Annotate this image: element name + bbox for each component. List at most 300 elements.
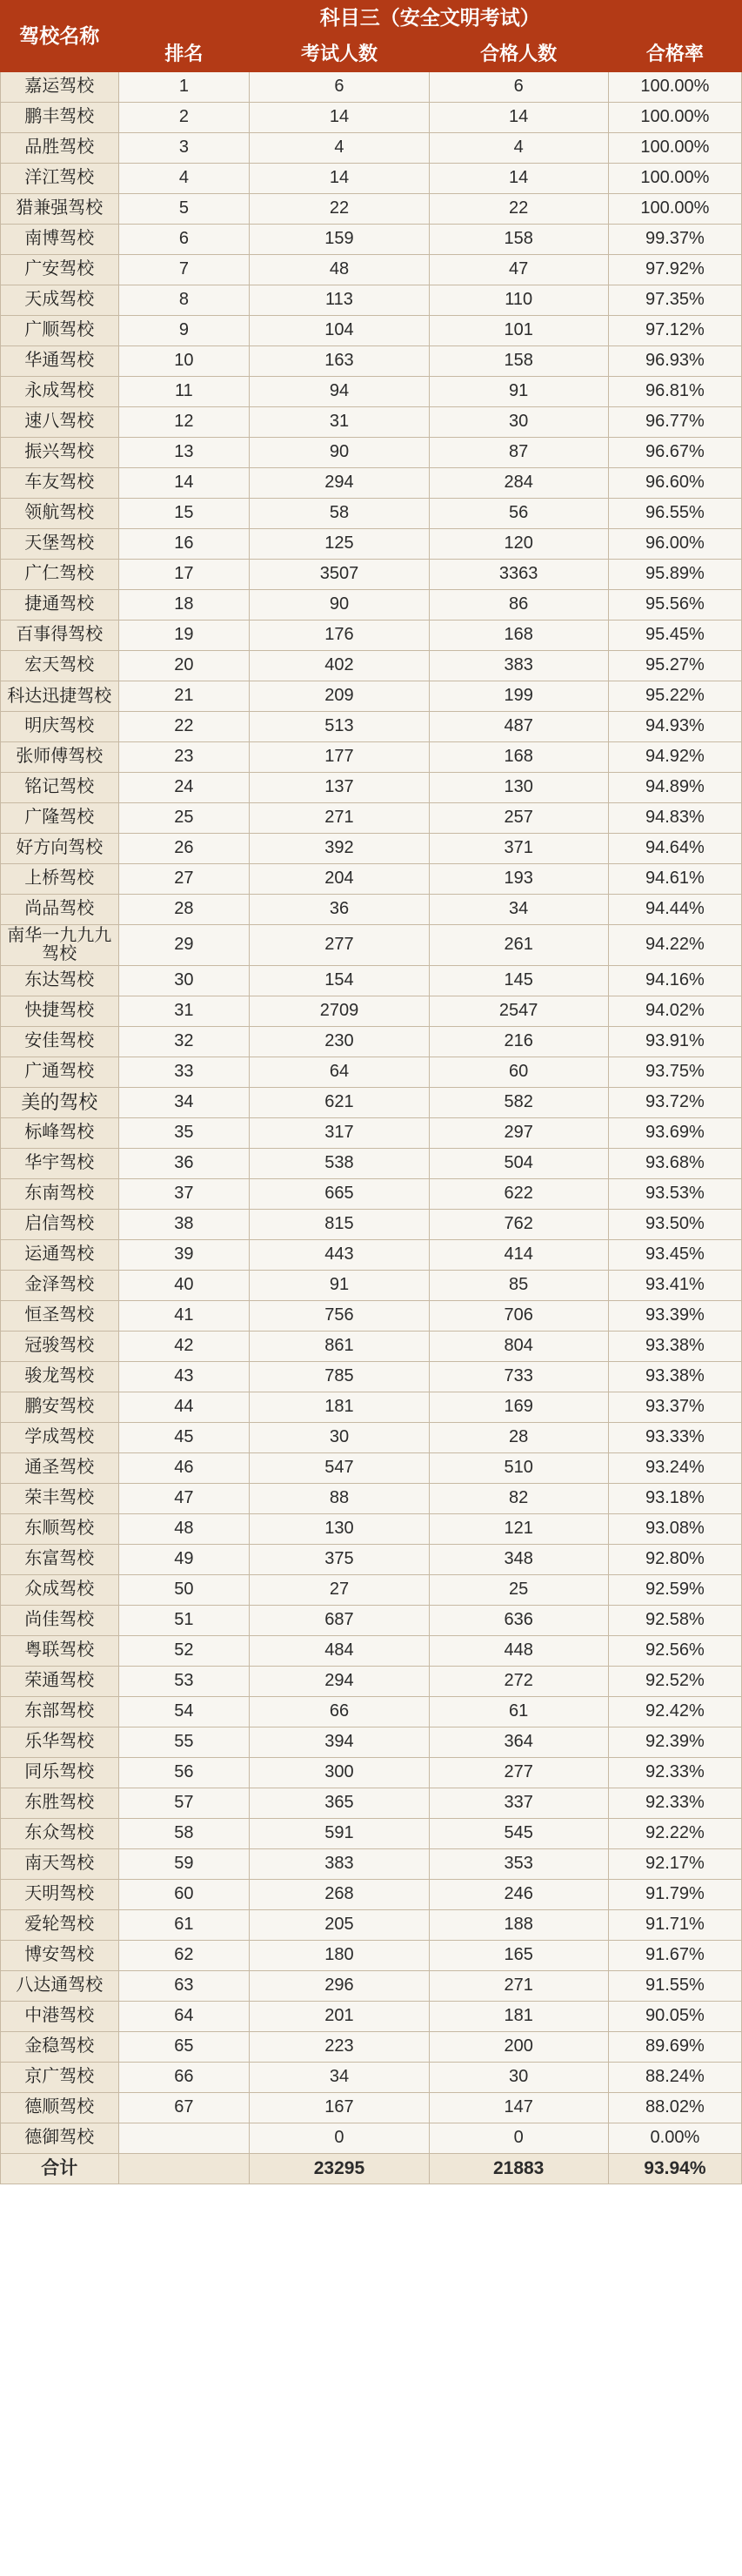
cell-pass-rate: 93.75% [608, 1057, 741, 1088]
table-row [1, 285, 742, 316]
cell-pass-count: 2547 [429, 996, 608, 1027]
cell-rank: 12 [118, 407, 250, 438]
table-row [1, 1514, 742, 1545]
cell-pass-count: 85 [429, 1271, 608, 1301]
cell-school-name: 鹏安驾校 [1, 1392, 119, 1423]
cell-school-name: 尚佳驾校 [1, 1606, 119, 1636]
cell-exam-count: 176 [250, 621, 429, 651]
cell-pass-count: 200 [429, 2032, 608, 2063]
cell-pass-count: 636 [429, 1606, 608, 1636]
cell-school-name: 百事得驾校 [1, 621, 119, 651]
cell-pass-rate: 0.00% [608, 2123, 741, 2154]
cell-pass-count: 504 [429, 1149, 608, 1179]
cell-pass-rate: 88.02% [608, 2093, 741, 2123]
cell-pass-rate: 94.02% [608, 996, 741, 1027]
table-row [1, 164, 742, 194]
cell-pass-rate: 93.53% [608, 1179, 741, 1210]
cell-school-name: 科达迅捷驾校 [1, 681, 119, 712]
cell-pass-rate: 92.17% [608, 1849, 741, 1880]
cell-pass-rate: 94.89% [608, 773, 741, 803]
cell-pass-rate: 92.42% [608, 1697, 741, 1727]
cell-pass-count: 14 [429, 103, 608, 133]
table-row [1, 1027, 742, 1057]
cell-rank: 55 [118, 1727, 250, 1758]
cell-school-name: 上桥驾校 [1, 864, 119, 895]
cell-pass-rate: 94.92% [608, 742, 741, 773]
cell-school-name: 博安驾校 [1, 1941, 119, 1971]
cell-school-name: 华宇驾校 [1, 1149, 119, 1179]
cell-pass-count: 158 [429, 225, 608, 255]
cell-rank: 60 [118, 1880, 250, 1910]
table-row [1, 103, 742, 133]
table-row [1, 225, 742, 255]
cell-pass-rate: 97.35% [608, 285, 741, 316]
cell-exam-count: 223 [250, 2032, 429, 2063]
cell-pass-count: 86 [429, 590, 608, 621]
table-row [1, 803, 742, 834]
cell-pass-rate: 94.61% [608, 864, 741, 895]
table-row [1, 925, 742, 966]
table-row [1, 2063, 742, 2093]
cell-pass-count: 364 [429, 1727, 608, 1758]
cell-pass-count: 47 [429, 255, 608, 285]
cell-exam-count: 167 [250, 2093, 429, 2123]
table-row [1, 966, 742, 996]
cell-pass-rate: 93.91% [608, 1027, 741, 1057]
cell-rank: 9 [118, 316, 250, 346]
cell-school-name: 车友驾校 [1, 468, 119, 499]
cell-rank: 16 [118, 529, 250, 560]
cell-rank: 19 [118, 621, 250, 651]
cell-pass-count: 348 [429, 1545, 608, 1575]
table-row [1, 1575, 742, 1606]
cell-rank: 7 [118, 255, 250, 285]
cell-pass-count: 61 [429, 1697, 608, 1727]
cell-school-name: 安佳驾校 [1, 1027, 119, 1057]
cell-school-name: 德御驾校 [1, 2123, 119, 2154]
cell-school-name: 铭记驾校 [1, 773, 119, 803]
table-row [1, 1362, 742, 1392]
cell-pass-count: 0 [429, 2123, 608, 2154]
table-row [1, 560, 742, 590]
cell-pass-count: 271 [429, 1971, 608, 2002]
table-row [1, 996, 742, 1027]
cell-pass-count: 145 [429, 966, 608, 996]
cell-pass-count: 188 [429, 1910, 608, 1941]
cell-school-name: 品胜驾校 [1, 133, 119, 164]
cell-pass-rate: 92.80% [608, 1545, 741, 1575]
cell-pass-count: 30 [429, 2063, 608, 2093]
table-row [1, 1545, 742, 1575]
cell-pass-rate: 91.55% [608, 1971, 741, 2002]
cell-rank: 49 [118, 1545, 250, 1575]
cell-school-name: 天成驾校 [1, 285, 119, 316]
cell-school-name: 同乐驾校 [1, 1758, 119, 1788]
cell-rank: 63 [118, 1971, 250, 2002]
cell-pass-count: 272 [429, 1667, 608, 1697]
cell-school-name: 金泽驾校 [1, 1271, 119, 1301]
cell-rank: 54 [118, 1697, 250, 1727]
cell-school-name: 好方向驾校 [1, 834, 119, 864]
cell-rank: 3 [118, 133, 250, 164]
cell-school-name: 东部驾校 [1, 1697, 119, 1727]
cell-pass-count: 257 [429, 803, 608, 834]
cell-school-name: 东富驾校 [1, 1545, 119, 1575]
cell-rank: 39 [118, 1240, 250, 1271]
cell-pass-count: 414 [429, 1240, 608, 1271]
table-row [1, 1849, 742, 1880]
cell-pass-count: 120 [429, 529, 608, 560]
cell-school-name: 众成驾校 [1, 1575, 119, 1606]
cell-pass-rate: 93.72% [608, 1088, 741, 1118]
cell-exam-count: 154 [250, 966, 429, 996]
cell-pass-count: 284 [429, 468, 608, 499]
cell-pass-count: 25 [429, 1575, 608, 1606]
cell-pass-rate: 95.27% [608, 651, 741, 681]
cell-pass-count: 30 [429, 407, 608, 438]
cell-exam-count: 513 [250, 712, 429, 742]
cell-exam-count: 271 [250, 803, 429, 834]
table-row [1, 468, 742, 499]
table-row [1, 2123, 742, 2154]
cell-school-name: 捷通驾校 [1, 590, 119, 621]
cell-pass-count: 121 [429, 1514, 608, 1545]
table-row [1, 1271, 742, 1301]
cell-school-name: 东达驾校 [1, 966, 119, 996]
cell-pass-rate: 93.68% [608, 1149, 741, 1179]
cell-exam-count: 443 [250, 1240, 429, 1271]
cell-rank: 20 [118, 651, 250, 681]
cell-pass-count: 706 [429, 1301, 608, 1332]
cell-exam-count: 687 [250, 1606, 429, 1636]
cell-school-name: 振兴驾校 [1, 438, 119, 468]
header-pass-rate: 合格率 [608, 37, 741, 72]
cell-pass-rate: 94.83% [608, 803, 741, 834]
table-row [1, 1423, 742, 1453]
cell-pass-rate: 96.81% [608, 377, 741, 407]
cell-pass-rate: 93.38% [608, 1362, 741, 1392]
cell-rank: 8 [118, 285, 250, 316]
cell-pass-rate: 93.24% [608, 1453, 741, 1484]
cell-pass-rate: 93.50% [608, 1210, 741, 1240]
cell-exam-count: 66 [250, 1697, 429, 1727]
cell-rank: 11 [118, 377, 250, 407]
header-group-subject3: 科目三（安全文明考试） [118, 1, 741, 37]
cell-exam-count: 34 [250, 2063, 429, 2093]
cell-exam-count: 14 [250, 103, 429, 133]
cell-exam-count: 90 [250, 438, 429, 468]
cell-exam-count: 300 [250, 1758, 429, 1788]
cell-school-name: 鹏丰驾校 [1, 103, 119, 133]
table-row [1, 1758, 742, 1788]
table-row [1, 499, 742, 529]
table-row [1, 2002, 742, 2032]
cell-pass-count: 22 [429, 194, 608, 225]
cell-pass-count: 3363 [429, 560, 608, 590]
cell-exam-count: 181 [250, 1392, 429, 1423]
cell-school-name: 嘉运驾校 [1, 72, 119, 103]
table-row [1, 72, 742, 103]
cell-exam-count: 230 [250, 1027, 429, 1057]
cell-pass-count: 193 [429, 864, 608, 895]
cell-school-name: 中港驾校 [1, 2002, 119, 2032]
cell-rank: 46 [118, 1453, 250, 1484]
table-row [1, 1697, 742, 1727]
cell-rank: 13 [118, 438, 250, 468]
cell-rank: 57 [118, 1788, 250, 1819]
cell-exam-count: 402 [250, 651, 429, 681]
cell-rank: 26 [118, 834, 250, 864]
cell-exam-count: 104 [250, 316, 429, 346]
cell-pass-rate: 95.89% [608, 560, 741, 590]
cell-school-name: 洋江驾校 [1, 164, 119, 194]
cell-school-name: 八达通驾校 [1, 1971, 119, 2002]
cell-pass-rate: 93.08% [608, 1514, 741, 1545]
cell-pass-count: 147 [429, 2093, 608, 2123]
cell-pass-rate: 89.69% [608, 2032, 741, 2063]
cell-exam-count: 88 [250, 1484, 429, 1514]
cell-rank: 25 [118, 803, 250, 834]
table-row [1, 834, 742, 864]
cell-pass-count: 762 [429, 1210, 608, 1240]
cell-rank: 10 [118, 346, 250, 377]
table-row [1, 742, 742, 773]
cell-exam-count: 815 [250, 1210, 429, 1240]
cell-school-name: 宏天驾校 [1, 651, 119, 681]
cell-pass-count: 130 [429, 773, 608, 803]
cell-exam-count: 294 [250, 1667, 429, 1697]
cell-exam-count: 30 [250, 1423, 429, 1453]
cell-school-name: 天明驾校 [1, 1880, 119, 1910]
table-row [1, 1392, 742, 1423]
cell-rank: 37 [118, 1179, 250, 1210]
cell-exam-count: 294 [250, 468, 429, 499]
cell-exam-count: 277 [250, 925, 429, 966]
cell-pass-count: 14 [429, 164, 608, 194]
table-row [1, 407, 742, 438]
cell-pass-rate: 92.22% [608, 1819, 741, 1849]
cell-school-name: 金稳驾校 [1, 2032, 119, 2063]
cell-exam-count: 31 [250, 407, 429, 438]
cell-exam-count: 4 [250, 133, 429, 164]
cell-rank: 21 [118, 681, 250, 712]
cell-rank: 15 [118, 499, 250, 529]
cell-school-name: 永成驾校 [1, 377, 119, 407]
table-row [1, 712, 742, 742]
cell-school-name: 快捷驾校 [1, 996, 119, 1027]
table-row [1, 1057, 742, 1088]
total-cell-0: 合计 [1, 2154, 119, 2184]
cell-exam-count: 27 [250, 1575, 429, 1606]
cell-rank: 22 [118, 712, 250, 742]
cell-rank: 30 [118, 966, 250, 996]
cell-rank: 58 [118, 1819, 250, 1849]
cell-pass-rate: 96.77% [608, 407, 741, 438]
cell-pass-count: 6 [429, 72, 608, 103]
total-cell-3: 21883 [429, 2154, 608, 2184]
cell-pass-rate: 96.93% [608, 346, 741, 377]
cell-pass-count: 448 [429, 1636, 608, 1667]
cell-exam-count: 861 [250, 1332, 429, 1362]
cell-exam-count: 180 [250, 1941, 429, 1971]
cell-exam-count: 201 [250, 2002, 429, 2032]
cell-pass-rate: 92.33% [608, 1758, 741, 1788]
cell-rank: 4 [118, 164, 250, 194]
cell-rank: 56 [118, 1758, 250, 1788]
cell-exam-count: 375 [250, 1545, 429, 1575]
cell-school-name: 广顺驾校 [1, 316, 119, 346]
cell-exam-count: 394 [250, 1727, 429, 1758]
cell-pass-count: 582 [429, 1088, 608, 1118]
cell-pass-rate: 93.45% [608, 1240, 741, 1271]
cell-rank: 43 [118, 1362, 250, 1392]
cell-pass-count: 199 [429, 681, 608, 712]
cell-exam-count: 756 [250, 1301, 429, 1332]
header-rank: 排名 [118, 37, 250, 72]
cell-school-name: 运通驾校 [1, 1240, 119, 1271]
cell-rank: 6 [118, 225, 250, 255]
cell-pass-count: 246 [429, 1880, 608, 1910]
table-row [1, 1819, 742, 1849]
cell-pass-count: 733 [429, 1362, 608, 1392]
cell-school-name: 恒圣驾校 [1, 1301, 119, 1332]
cell-pass-rate: 100.00% [608, 164, 741, 194]
cell-rank: 14 [118, 468, 250, 499]
cell-school-name: 张师傅驾校 [1, 742, 119, 773]
cell-school-name: 天堡驾校 [1, 529, 119, 560]
cell-exam-count: 268 [250, 1880, 429, 1910]
header-school-name: 驾校名称 [1, 1, 119, 72]
cell-pass-count: 91 [429, 377, 608, 407]
cell-rank: 45 [118, 1423, 250, 1453]
cell-rank: 17 [118, 560, 250, 590]
table-row [1, 438, 742, 468]
cell-exam-count: 64 [250, 1057, 429, 1088]
cell-pass-count: 110 [429, 285, 608, 316]
table-row [1, 1301, 742, 1332]
cell-rank: 44 [118, 1392, 250, 1423]
table-row [1, 1971, 742, 2002]
cell-exam-count: 392 [250, 834, 429, 864]
cell-exam-count: 665 [250, 1179, 429, 1210]
total-cell-4: 93.94% [608, 2154, 741, 2184]
cell-pass-rate: 94.16% [608, 966, 741, 996]
cell-pass-rate: 93.37% [608, 1392, 741, 1423]
cell-rank: 42 [118, 1332, 250, 1362]
table-row [1, 133, 742, 164]
cell-school-name: 速八驾校 [1, 407, 119, 438]
cell-pass-count: 510 [429, 1453, 608, 1484]
cell-exam-count: 365 [250, 1788, 429, 1819]
cell-pass-count: 353 [429, 1849, 608, 1880]
cell-pass-count: 545 [429, 1819, 608, 1849]
cell-school-name: 荣丰驾校 [1, 1484, 119, 1514]
cell-school-name: 冠骏驾校 [1, 1332, 119, 1362]
table-header [1, 1, 742, 72]
cell-exam-count: 317 [250, 1118, 429, 1149]
cell-pass-rate: 100.00% [608, 72, 741, 103]
cell-pass-rate: 95.56% [608, 590, 741, 621]
table-row [1, 1910, 742, 1941]
cell-rank: 28 [118, 895, 250, 925]
cell-rank: 66 [118, 2063, 250, 2093]
cell-rank: 65 [118, 2032, 250, 2063]
cell-exam-count: 159 [250, 225, 429, 255]
cell-pass-rate: 88.24% [608, 2063, 741, 2093]
table-row [1, 1332, 742, 1362]
cell-exam-count: 2709 [250, 996, 429, 1027]
cell-pass-rate: 93.18% [608, 1484, 741, 1514]
cell-pass-count: 101 [429, 316, 608, 346]
table-row [1, 1240, 742, 1271]
table-row [1, 1179, 742, 1210]
table-row [1, 590, 742, 621]
cell-school-name: 领航驾校 [1, 499, 119, 529]
cell-school-name: 广仁驾校 [1, 560, 119, 590]
cell-school-name: 猎兼强驾校 [1, 194, 119, 225]
cell-pass-count: 297 [429, 1118, 608, 1149]
table-row [1, 255, 742, 285]
cell-rank: 27 [118, 864, 250, 895]
cell-pass-rate: 92.56% [608, 1636, 741, 1667]
table-row [1, 621, 742, 651]
cell-exam-count: 130 [250, 1514, 429, 1545]
cell-school-name: 明庆驾校 [1, 712, 119, 742]
cell-school-name: 德顺驾校 [1, 2093, 119, 2123]
cell-school-name: 京广驾校 [1, 2063, 119, 2093]
cell-rank: 1 [118, 72, 250, 103]
table-row [1, 346, 742, 377]
cell-exam-count: 621 [250, 1088, 429, 1118]
cell-exam-count: 113 [250, 285, 429, 316]
cell-pass-rate: 93.39% [608, 1301, 741, 1332]
cell-pass-count: 216 [429, 1027, 608, 1057]
cell-pass-count: 622 [429, 1179, 608, 1210]
cell-pass-rate: 92.52% [608, 1667, 741, 1697]
cell-pass-count: 181 [429, 2002, 608, 2032]
cell-pass-rate: 93.69% [608, 1118, 741, 1149]
cell-rank: 34 [118, 1088, 250, 1118]
cell-pass-count: 168 [429, 621, 608, 651]
cell-pass-count: 337 [429, 1788, 608, 1819]
cell-exam-count: 90 [250, 590, 429, 621]
cell-pass-rate: 90.05% [608, 2002, 741, 2032]
cell-rank: 53 [118, 1667, 250, 1697]
cell-rank: 38 [118, 1210, 250, 1240]
cell-pass-rate: 100.00% [608, 194, 741, 225]
cell-school-name: 东众驾校 [1, 1819, 119, 1849]
cell-exam-count: 0 [250, 2123, 429, 2154]
cell-pass-rate: 99.37% [608, 225, 741, 255]
cell-school-name: 爱轮驾校 [1, 1910, 119, 1941]
cell-rank: 41 [118, 1301, 250, 1332]
cell-rank: 61 [118, 1910, 250, 1941]
cell-exam-count: 785 [250, 1362, 429, 1392]
cell-exam-count: 36 [250, 895, 429, 925]
cell-exam-count: 296 [250, 1971, 429, 2002]
cell-school-name: 学成驾校 [1, 1423, 119, 1453]
cell-exam-count: 14 [250, 164, 429, 194]
cell-pass-rate: 93.41% [608, 1271, 741, 1301]
cell-pass-rate: 100.00% [608, 133, 741, 164]
cell-exam-count: 484 [250, 1636, 429, 1667]
table-row [1, 895, 742, 925]
cell-school-name: 乐华驾校 [1, 1727, 119, 1758]
cell-pass-rate: 92.39% [608, 1727, 741, 1758]
cell-exam-count: 91 [250, 1271, 429, 1301]
cell-school-name: 南天驾校 [1, 1849, 119, 1880]
table-row [1, 2093, 742, 2123]
